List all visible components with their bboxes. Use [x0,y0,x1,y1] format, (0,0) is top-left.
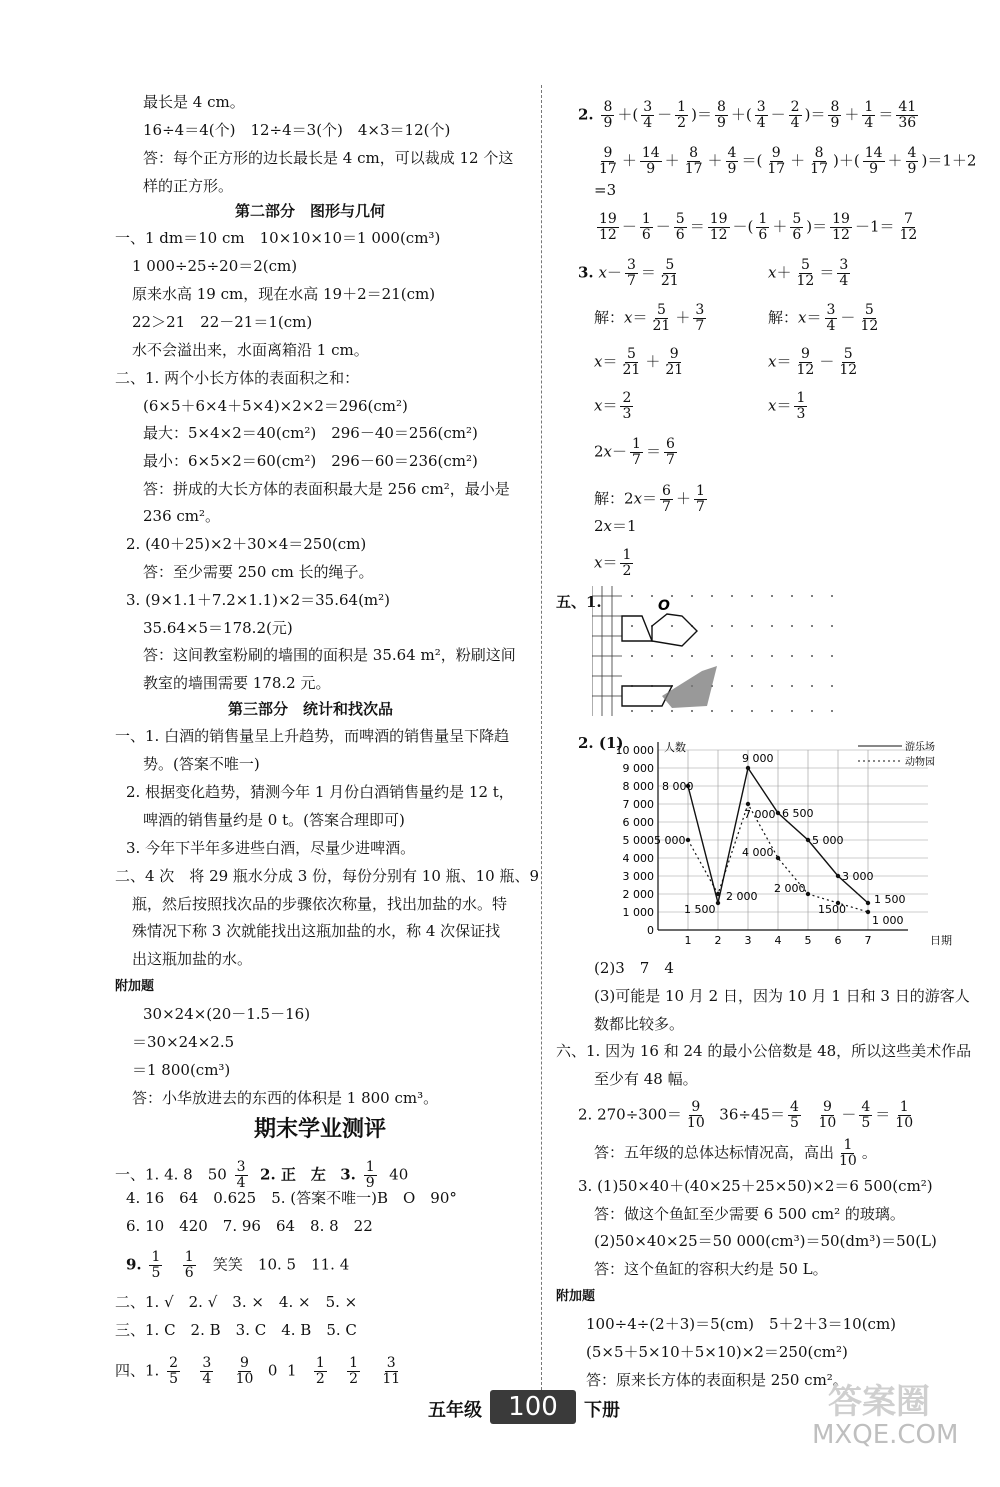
text-line: ＝1 800(cm³) [132,1061,231,1079]
answer-line: 6. 10 420 7. 96 64 8. 8 22 [126,1217,373,1235]
answer-line: 3. (1)50×40＋(40×25＋25×50)×2＝6 500(cm²) [578,1177,933,1195]
text-line: 瓶，然后按照找次品的步骤依次称量，找出加盐的水。特 [132,895,508,913]
answer-line: 答：这个鱼缸的容积大约是 50 L。 [594,1260,828,1278]
data-label: 8 000 [662,780,694,793]
x-tick-label: 4 [774,934,782,947]
data-point [776,856,780,860]
data-label: 2 000 [726,890,758,903]
data-point [716,892,720,896]
data-label: 5 000 [812,834,844,847]
exam-title: 期末学业测评 [254,1117,387,1142]
answer-line: 100÷4÷(2＋3)＝5(cm) 5＋2＋3＝10(cm) [586,1315,897,1333]
answer-line: (2)50×40×25＝50 000(cm³)＝50(dm³)＝50(L) [594,1232,937,1250]
answer-line: (3)可能是 10 月 2 日，因为 10 月 1 日和 3 日的游客人 [594,987,970,1005]
data-label: 1 500 [684,903,716,916]
data-point [836,874,840,878]
data-point [686,838,690,842]
text-line: 2. (40＋25)×2＋30×4＝250(cm) [126,535,367,553]
text-line: 2. 根据变化趋势，猜测今年 1 月份白酒销售量约是 12 t， [126,783,514,801]
text-line: 答：小华放进去的东西的体积是 1 800 cm³。 [132,1089,439,1107]
data-point [866,910,870,914]
equation: 2x－ $\frac{1}{7}$ ＝ $\frac{6}{7}$ [594,436,675,468]
watermark-logo: 答案圈 [828,1382,930,1422]
data-label: 6 500 [782,807,814,820]
equation: 解：2x＝ $\frac{6}{7}$ ＋ $\frac{1}{7}$ [594,483,705,515]
data-label: 4 000 [742,846,774,859]
section-heading: 第三部分 统计和找次品 [228,700,394,718]
text-line: 出这瓶加盐的水。 [132,950,253,968]
y-tick-label: 9 000 [622,762,654,775]
x-tick-label: 6 [834,934,842,947]
equation: 解：x＝ $\frac{5}{21}$ ＋ $\frac{3}{7}$ [594,302,705,334]
fraction: $\frac{3}{4}$ [236,1159,246,1191]
watermark-url: MXQE.COM [812,1420,959,1450]
text-line: 3. (9×1.1＋7.2×1.1)×2＝35.64(m²) [126,591,391,609]
y-tick-label: 1 000 [622,906,654,919]
data-label: 5 000 [654,834,686,847]
text-line: 3. 今年下半年多进些白酒，尽量少进啤酒。 [126,839,416,857]
text-line: 一、1 dm＝10 cm 10×10×10＝1 000(cm³) [115,229,441,247]
text-line: 最小：6×5×2＝60(cm²) 296－60＝236(cm²) [143,452,478,470]
x-tick-label: 3 [744,934,752,947]
equation: x＝ $\frac{1}{2}$ [594,547,632,579]
text-line: 二、4 次 将 29 瓶水分成 3 份，每份分别有 10 瓶、10 瓶、9 [115,867,540,885]
y-tick-label: 2 000 [622,888,654,901]
y-tick-label: 5 000 [622,834,654,847]
text-line: 22＞21 22－21＝1(cm) [132,313,313,331]
equation: x＝ $\frac{5}{21}$ ＋ $\frac{9}{21}$ [594,346,684,378]
text-line: 答：这间教室粉刷的墙围的面积是 35.64 m²，粉刷这间 [143,646,516,664]
text-line: 教室的墙围需要 178.2 元。 [143,674,331,692]
answer-line: 2. $\frac{8}{9}$ ＋( $\frac{3}{4}$ － $\frac{1}{2}$ )＝ $\frac{8}{9}$ ＋( $\frac{3}{4}$ － $\frac{2}{4}$ )＝ $\frac{8}{9}$ ＋ $\frac{1}{4}$ ＝ $\frac{41}{36}$ [578,99,917,131]
equation: x＝ $\frac{1}{3}$ [768,390,806,422]
data-label: 9 000 [742,752,774,765]
y-axis-label: 人数 [664,741,686,754]
term-label: 下册 [584,1400,620,1421]
text-line: 35.64×5＝178.2(元) [143,619,293,637]
bonus-heading: 附加题 [115,979,155,994]
data-label: 1 500 [874,893,906,906]
answer-line: 答：五年级的总体达标情况高，高出 $\frac{1}{10}$ 。 [594,1137,877,1169]
grade-label: 五年级 [428,1400,482,1421]
fraction: $\frac{1}{6}$ [184,1249,194,1281]
text-line: 答：拼成的大长方体的表面积最大是 256 cm²，最小是 [143,480,510,498]
y-tick-label: 10 000 [615,744,654,757]
text-line: 16÷4＝4(个) 12÷4＝3(个) 4×3＝12(个) [143,121,451,139]
grid-lines [592,586,622,716]
transformation-grid [592,586,852,722]
legend-label: 动物园 [905,757,935,768]
equation: x＝ $\frac{2}{3}$ [594,390,632,422]
data-point [806,892,810,896]
answer-line: 数都比较多。 [594,1015,685,1033]
text-line: ＝30×24×2.5 [132,1033,235,1051]
bonus-heading: 附加题 [556,1289,596,1304]
fraction: $\frac{1}{5}$ [151,1249,161,1281]
answer-line: 至少有 48 幅。 [594,1070,698,1088]
answer-line: $\frac{19}{12}$ － $\frac{1}{6}$ － $\frac{5}{6}$ ＝ $\frac{19}{12}$ －( $\frac{1}{6}$ ＋ $\frac{5}{6}$ )＝ $\frac{19}{12}$ －1＝ $\frac{7}{12}$ [599,211,918,243]
answer-line: 六、1. 因为 16 和 24 的最小公倍数是 48，所以这些美术作品 [556,1042,972,1060]
point-o-label: O [658,598,670,614]
equation: x＝ $\frac{9}{12}$ － $\frac{5}{12}$ [768,346,858,378]
data-point [806,838,810,842]
answer-line: $\frac{9}{17}$ ＋ $\frac{14}{9}$ ＋ $\frac{8}{17}$ ＋ $\frac{4}{9}$ ＝( $\frac{9}{17}$ ＋ $\frac{8}{17}$ )＋( $\frac{14}{9}$ ＋ $\frac{4}{9}$ )＝1＋2 [599,145,977,177]
legend-label: 游乐场 [905,742,935,753]
answer-line: 2. 270÷300＝ $\frac{9}{10}$ 36÷45＝ $\frac{4}{5}$ $\frac{9}{10}$ － $\frac{4}{5}$ ＝ $\frac{1}{10}$ [578,1099,914,1131]
answer-line: =3 [594,181,617,199]
answer-line: 9. $\frac{1}{5}$ $\frac{1}{6}$ 笑笑 10. 5 11. 4 [126,1249,350,1281]
text-line: 二、1. 两个小长方体的表面积之和： [115,369,360,387]
shape-rotated [652,614,697,646]
answer-line: 答：原来长方体的表面积是 250 cm²。 [586,1371,848,1389]
answer-line: 答：做这个鱼缸至少需要 6 500 cm² 的玻璃。 [594,1205,905,1223]
y-tick-label: 3 000 [622,870,654,883]
answer-line: 二、1. √ 2. √ 3. × 4. × 5. × [115,1293,358,1311]
text-line: 1 000÷25÷20＝2(cm) [132,257,298,275]
equation: x＋ $\frac{5}{12}$ ＝ $\frac{3}{4}$ [768,257,849,289]
text-line: 啤酒的销售量约是 0 t。(答案合理即可) [143,811,405,829]
section-heading: 第二部分 图形与几何 [235,202,386,220]
text-line: 最大：5×4×2＝40(cm²) 296－40＝256(cm²) [143,424,478,442]
data-point [746,802,750,806]
page-number: 100 [490,1390,576,1424]
answer-line: (2)3 7 4 [594,959,674,977]
text-line: 样的正方形。 [143,177,234,195]
fraction: $\frac{1}{9}$ [365,1159,375,1191]
data-point [866,901,870,905]
answer-line: 4. 16 64 0.625 5. (答案不唯一)B O 90° [126,1189,457,1207]
answer-line: 三、1. C 2. B 3. C 4. B 5. C [115,1321,357,1339]
shape-shaded [662,666,717,708]
answer-line: (5×5＋5×10＋5×10)×2＝250(cm²) [586,1343,848,1361]
x-tick-label: 7 [864,934,872,947]
text-line: 原来水高 19 cm，现在水高 19＋2＝21(cm) [132,285,436,303]
equation: 3. x－ $\frac{3}{7}$ ＝ $\frac{5}{21}$ [578,257,679,289]
text-line: 答：至少需要 250 cm 长的绳子。 [143,563,374,581]
x-tick-label: 5 [804,934,812,947]
text-line: 殊情况下称 3 次就能找出这瓶加盐的水，称 4 次保证找 [132,922,501,940]
data-point [716,901,720,905]
text-line: (6×5＋6×4＋5×4)×2×2＝296(cm²) [143,397,408,415]
line-chart [610,738,955,950]
text-line: 236 cm²。 [143,507,221,525]
equation: 解：x＝ $\frac{3}{4}$ － $\frac{5}{12}$ [768,302,879,334]
equation: 2x＝1 [594,517,637,535]
text-line: 30×24×(20－1.5－16) [143,1005,311,1023]
question-label: 2. (1) [578,734,624,752]
answer-line: 一、1. 4. 8 50 $\frac{3}{4}$ 2. 正 左 3. $\frac{1}{9}$ 40 [115,1159,409,1191]
text-line: 水不会溢出来，水面离箱沿 1 cm。 [132,341,369,359]
shape-original [622,616,652,641]
data-label: 7 000 [744,808,776,821]
y-tick-label: 8 000 [622,780,654,793]
data-label: 2 000 [774,882,806,895]
text-line: 答：每个正方形的边长最长是 4 cm，可以裁成 12 个这 [143,149,514,167]
y-tick-label: 4 000 [622,852,654,865]
question-label: 五、1. [556,593,602,611]
data-point [776,811,780,815]
data-label: 1500 [818,903,846,916]
text-line: 一、1. 白酒的销售量呈上升趋势，而啤酒的销售量呈下降趋 [115,727,510,745]
x-axis-label: 日期 [930,934,952,947]
column-divider [541,85,542,1405]
answer-line: 四、1. $\frac{2}{5}$ $\frac{3}{4}$ $\frac{9}{10}$ 0 1 $\frac{1}{2}$ $\frac{1}{2}$ $\frac{3}{11}$ [115,1355,401,1387]
data-point [746,766,750,770]
data-label: 3 000 [842,870,874,883]
text-line: 最长是 4 cm。 [143,93,245,111]
x-tick-label: 2 [714,934,722,947]
y-tick-label: 0 [647,924,654,937]
x-tick-label: 1 [684,934,692,947]
text-line: 势。(答案不唯一) [143,755,260,773]
y-tick-label: 6 000 [622,816,654,829]
data-label: 1 000 [872,914,904,927]
y-tick-label: 7 000 [622,798,654,811]
